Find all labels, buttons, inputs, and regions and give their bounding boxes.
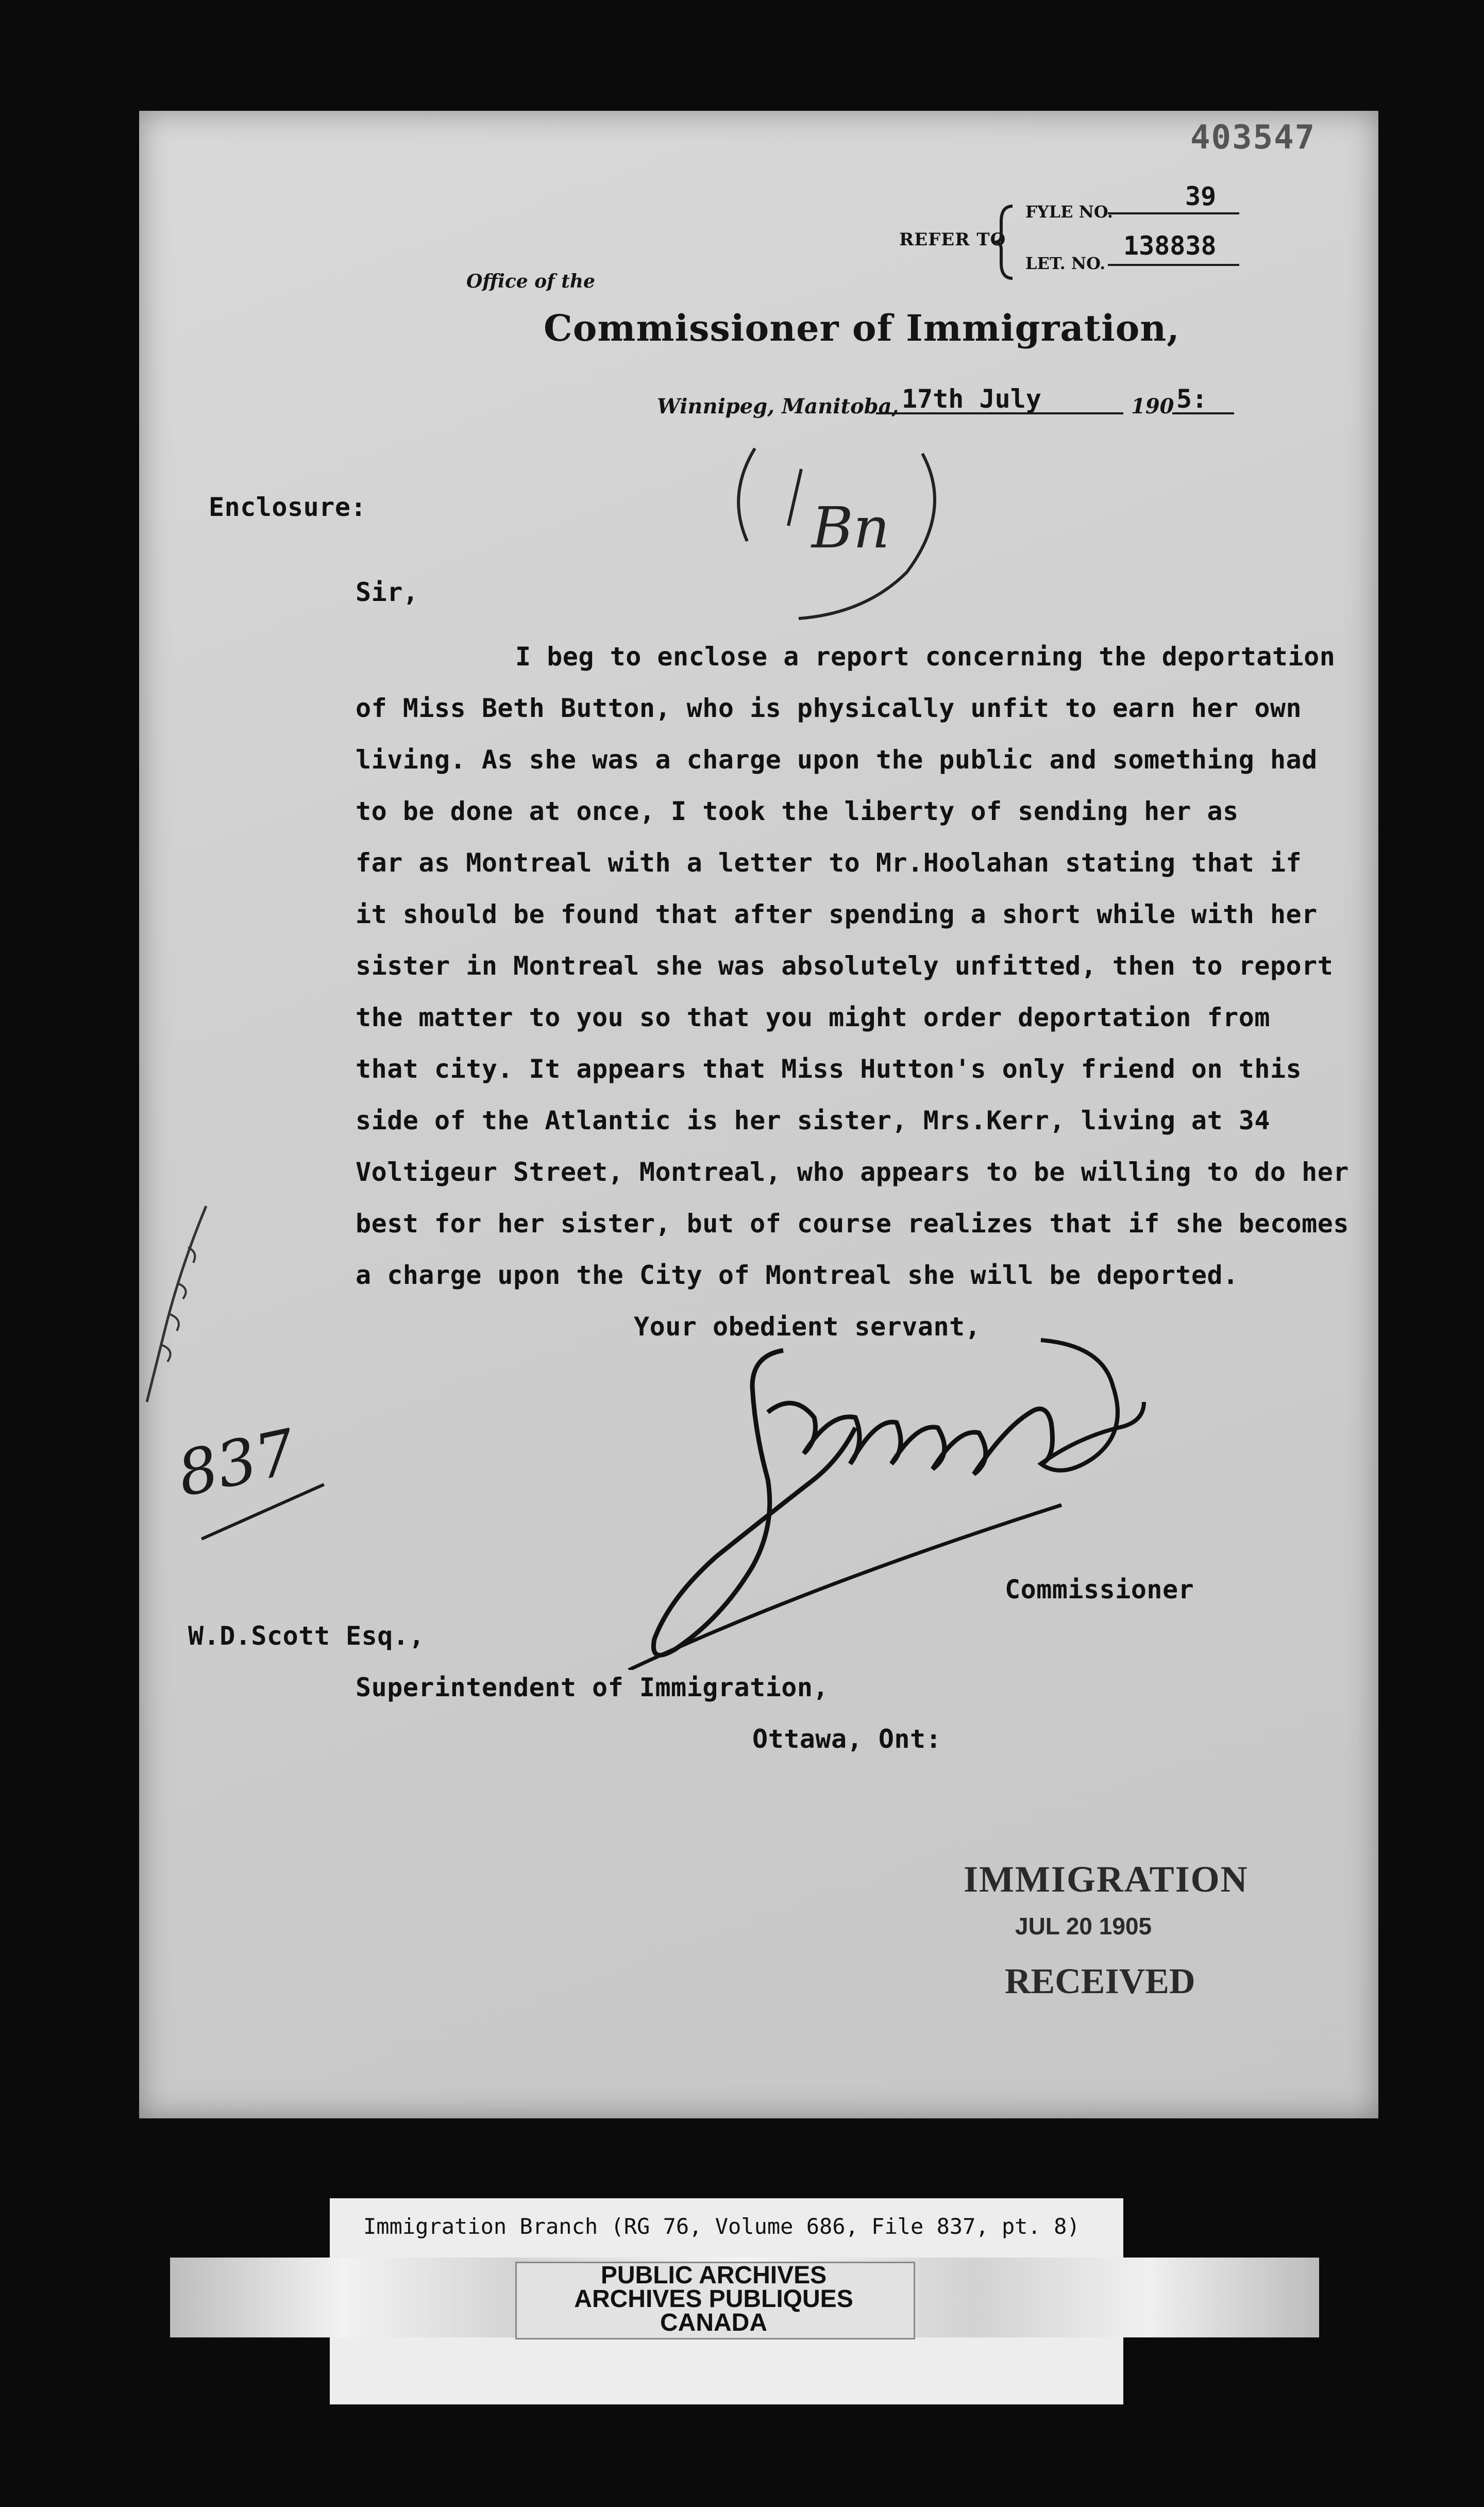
closing: Your obedient servant, (634, 1312, 981, 1342)
handwritten-initials: Bn (812, 495, 890, 561)
received-stamp-line3: RECEIVED (1005, 1962, 1195, 2001)
signature-image (598, 1309, 1216, 1670)
body-line: far as Montreal with a letter to Mr.Hoolahan stating that if (356, 848, 1302, 878)
archive-line2: ARCHIVES PUBLIQUES (574, 2285, 853, 2313)
fyle-value: 39 (1185, 181, 1217, 211)
archive-caption: Immigration Branch (RG 76, Volume 686, File 837, pt. 8) (363, 2214, 1080, 2239)
body-line: it should be found that after spending a short while with her (356, 899, 1318, 929)
dateline-year-suffix: 5: (1176, 384, 1208, 414)
archive-line1: PUBLIC ARCHIVES (600, 2262, 827, 2289)
refer-to-label: REFER TO (899, 229, 1006, 250)
body-line: that city. It appears that Miss Hutton's only friend on this (356, 1054, 1302, 1084)
enclosure-label: Enclosure: (209, 492, 367, 522)
year-underline (1172, 412, 1234, 414)
body-line: side of the Atlantic is her sister, Mrs.Kerr, living at 34 (356, 1106, 1270, 1135)
addressee-title: Superintendent of Immigration, (356, 1673, 829, 1702)
body-line: to be done at once, I took the liberty of sending her as (356, 796, 1239, 826)
dateline-year-prefix: 190 (1131, 394, 1174, 419)
body-line: I beg to enclose a report concerning the deportation (515, 642, 1336, 672)
salutation: Sir, (356, 577, 419, 607)
let-label: LET. NO. (1025, 254, 1106, 273)
body-line: the matter to you so that you might order deportation from (356, 1002, 1270, 1032)
file-stamp-number: 403547 (1190, 119, 1316, 157)
body-line: Voltigeur Street, Montreal, who appears to be willing to do her (356, 1157, 1349, 1187)
let-underline (1108, 264, 1239, 266)
fyle-underline (1108, 212, 1239, 214)
let-value: 138838 (1123, 231, 1217, 261)
body-line: of Miss Beth Button, who is physically unfit to earn her own (356, 693, 1302, 723)
office-of-label: Office of the (466, 271, 595, 292)
body-line: living. As she was a charge upon the public and something had (356, 745, 1318, 775)
signer-title: Commissioner (1005, 1575, 1194, 1605)
letterhead-title: Commissioner of Immigration, (544, 307, 1180, 349)
dateline-place: Winnipeg, Manitoba, (657, 394, 899, 419)
date-underline (876, 412, 1123, 414)
body-line: best for her sister, but of course realizes that if she becomes (356, 1209, 1349, 1239)
refer-brace-icon (992, 204, 1018, 281)
body-line: sister in Montreal she was absolutely unfitted, then to report (356, 951, 1334, 981)
addressee-name: W.D.Scott Esq., (188, 1621, 425, 1651)
received-stamp-date: JUL 20 1905 (1015, 1913, 1152, 1940)
archive-line3: CANADA (660, 2309, 767, 2336)
addressee-city: Ottawa, Ont: (752, 1724, 942, 1754)
dateline-date: 17th July (902, 384, 1041, 414)
body-line: a charge upon the City of Montreal she will be deported. (356, 1260, 1239, 1290)
received-stamp-line1: IMMIGRATION (964, 1859, 1249, 1900)
fyle-label: FYLE NO. (1025, 202, 1113, 222)
margin-number: 837 (172, 1416, 302, 1511)
margin-handwriting (116, 1196, 229, 1423)
